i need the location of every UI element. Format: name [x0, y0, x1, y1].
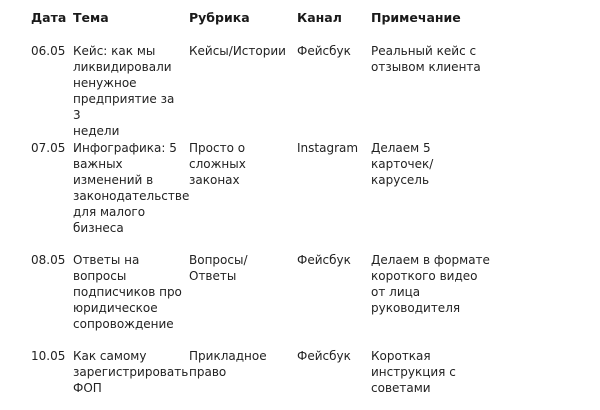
cell-channel: Фейсбук: [297, 44, 351, 58]
header-date: Дата: [31, 10, 67, 25]
header-rubric: Рубрика: [189, 10, 250, 25]
cell-topic: Как самому зарегистрировать ФОП: [73, 349, 189, 395]
cell-rubric: Прикладное право: [189, 349, 267, 379]
header-topic: Тема: [73, 10, 109, 25]
cell-note: Делаем 5 карточек/карусель: [371, 141, 434, 187]
cell-rubric: Просто о сложных законах: [189, 141, 246, 187]
cell-date: 07.05: [31, 141, 66, 155]
cell-topic: Ответы на вопросы подписчиков про юридическое сопровождение: [73, 253, 182, 331]
header-channel: Канал: [297, 10, 342, 25]
cell-date: 08.05: [31, 253, 66, 267]
cell-channel: Фейсбук: [297, 253, 351, 267]
cell-date: 06.05: [31, 44, 66, 58]
cell-channel: Фейсбук: [297, 349, 351, 363]
cell-topic: Инфографика: 5 важных изменений в законодательстве для малого бизнеса: [73, 141, 190, 235]
cell-note: Делаем в формате короткого видео от лица руководителя: [371, 253, 490, 315]
cell-date: 10.05: [31, 349, 66, 363]
header-note: Примечание: [371, 10, 461, 25]
cell-rubric: Кейсы/Истории: [189, 44, 286, 58]
cell-note: Реальный кейс с отзывом клиента: [371, 44, 481, 74]
cell-topic: Кейс: как мы ликвидировали ненужное предприятие за 3 недели: [73, 44, 175, 138]
cell-note: Короткая инструкция с советами: [371, 349, 456, 395]
cell-rubric: Вопросы/Ответы: [189, 253, 248, 283]
cell-channel: Instagram: [297, 141, 359, 155]
